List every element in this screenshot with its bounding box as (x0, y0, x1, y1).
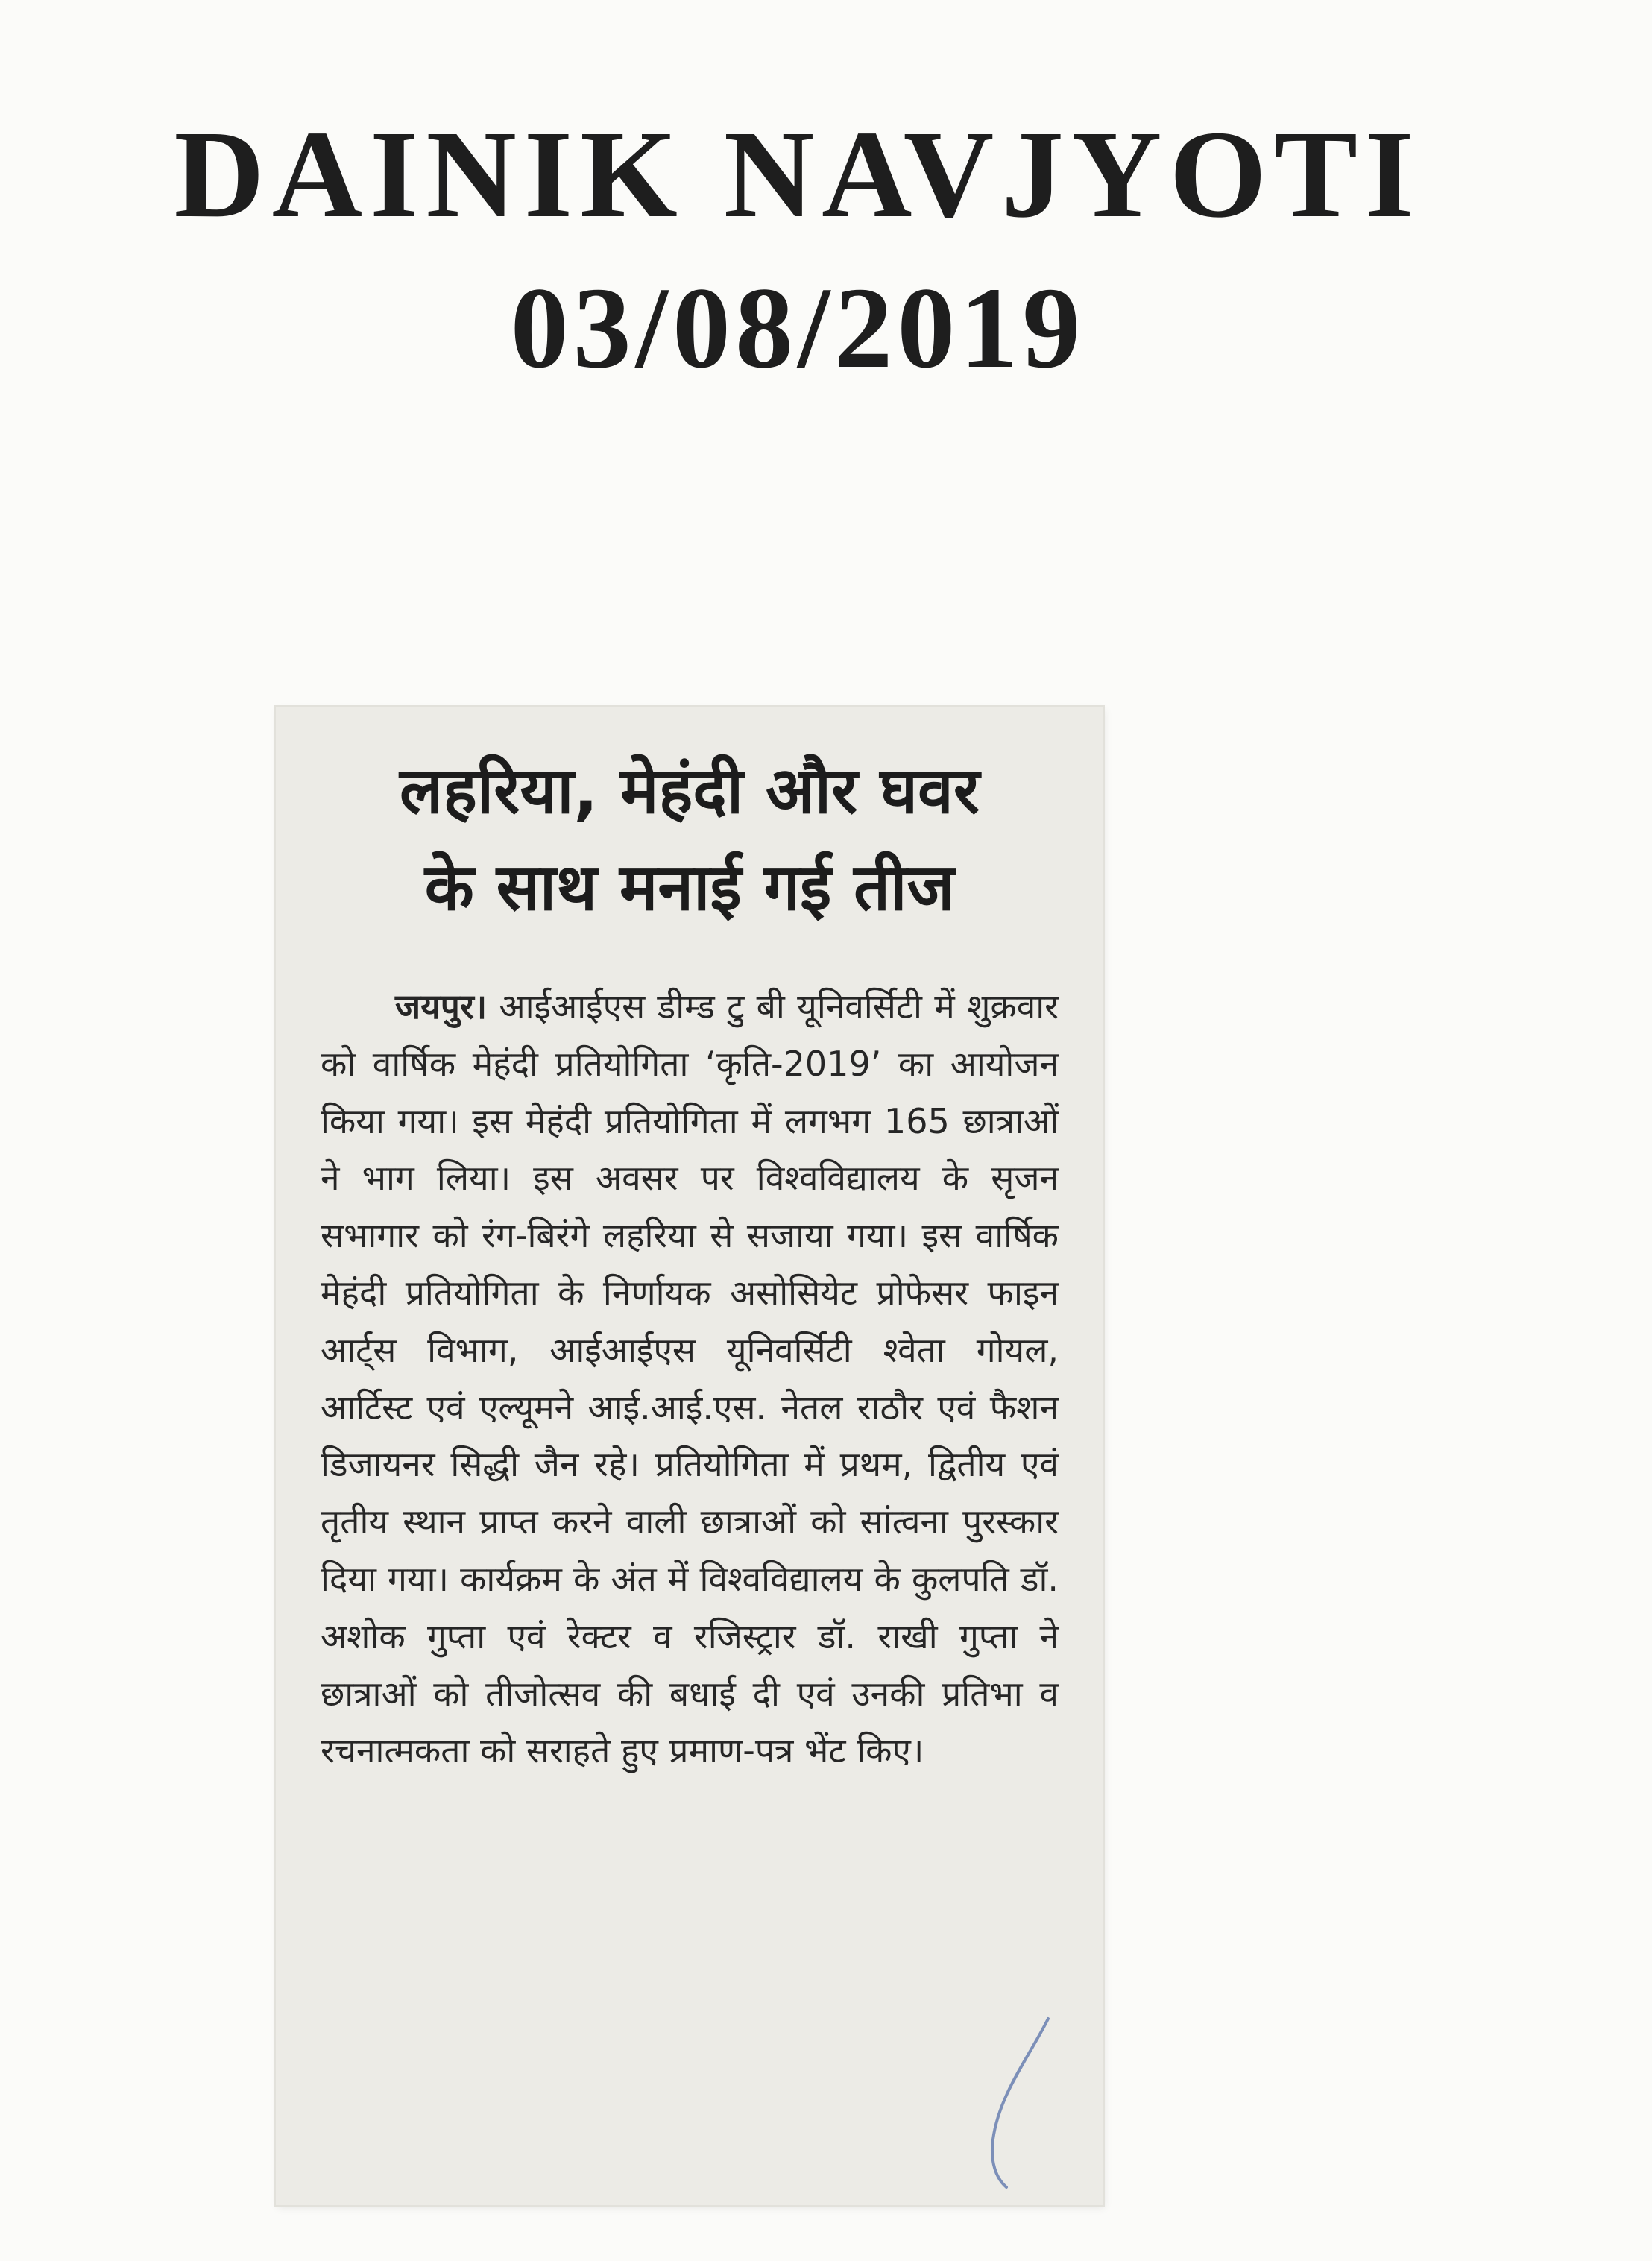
article-dateline: जयपुर। (395, 986, 488, 1027)
headline-line-1: लहरिया, मेहंदी और घवर (399, 754, 980, 828)
page-header (0, 105, 1595, 392)
pen-mark-icon (977, 2013, 1059, 2192)
article-body (321, 978, 1059, 1779)
pen-mark-stroke (992, 2019, 1048, 2187)
article-headline (321, 742, 1059, 936)
publication-date: 03/08/2019 (510, 263, 1085, 392)
headline-line-2: के साथ मनाई गई तीज (424, 851, 955, 925)
newspaper-clipping (276, 707, 1103, 2205)
article-body-text: आईआईएस डीम्ड टु बी यूनिवर्सिटी में शुक्रवार को वार्षिक मेहंदी प्रतियोगिता ‘कृति-2019’ का आयोजन किया गया। इस मेहंदी प्रतियोगिता में लगभग 165 छात्राओं ने भाग लिया। इस अवसर पर विश्वविद्यालय के सृजन सभागार को रंग-बिरंगे लहरिया से सजाया गया। इस वार्षिक मेहंदी प्रतियोगिता के निर्णायक असोसियेट प्रोफेसर फाइन आर्ट्स विभाग, आईआईएस यूनिवर्सिटी श्वेता गोयल, आर्टिस्ट एवं एल्यूमने आई.आई.एस. नेतल राठौर एवं फैशन डिजायनर सिद्धी जैन रहे। प्रतियोगिता में प्रथम, द्वितीय एवं तृतीय स्थान प्राप्त करने वाली छात्राओं को सांत्वना पुरस्कार दिया गया। कार्यक्रम के अंत में विश्वविद्यालय के कुलपति डॉ. अशोक गुप्ता एवं रेक्टर व रजिस्ट्रार डॉ. राखी गुप्ता ने छात्राओं को तीजोत्सव की बधाई दी एवं उनकी प्रतिभा व रचनात्मकता को सराहते हुए प्रमाण-पत्र भेंट किए। (321, 986, 1059, 1771)
publication-name: DAINIK NAVJYOTI (174, 105, 1422, 244)
